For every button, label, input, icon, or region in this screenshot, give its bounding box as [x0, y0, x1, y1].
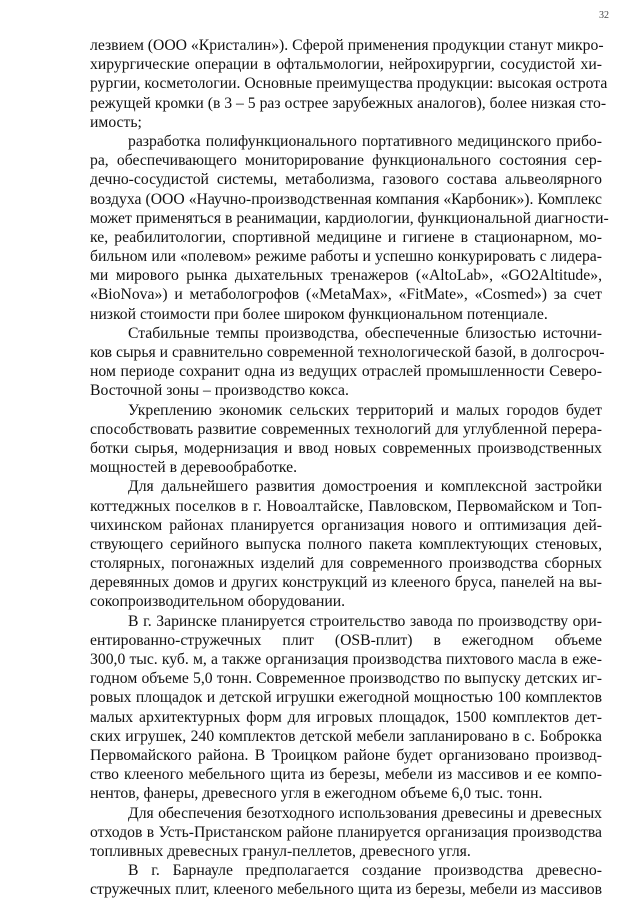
text-line: В г. Барнауле предполагается создание производства древесно- [128, 862, 602, 880]
paragraph [90, 401, 602, 478]
text-line: лезвием (ООО «Кристалин»). Сферой применения продукции станут микро- [90, 37, 604, 54]
text-line: способствовать развитие современных технологий для углубленной перера- [90, 420, 602, 438]
page-number: 32 [599, 10, 609, 21]
text-line: мощностей в деревообработке. [90, 459, 298, 477]
text-line: Для дальнейшего развития домостроения и комплексной застройки [128, 478, 602, 496]
text-line: ном периоде сохранит одна из ведущих отраслей промышленности Северо- [90, 363, 602, 381]
text-line: стружечных плит, клееного мебельного щита из березы, мебели из массивов [90, 881, 602, 899]
paragraph [90, 324, 605, 401]
paragraph [90, 477, 602, 611]
text-line: ра, обеспечивающего мониторирование функционального состояния сер- [90, 152, 602, 170]
text-line: коттеджных поселков в г. Новоалтайске, Павловском, Первомайском и Топ- [90, 497, 602, 515]
text-line: ровых площадок и детской игрушки ежегодной мощностью 100 комплектов [90, 689, 602, 707]
paragraph [90, 861, 602, 899]
paragraph [90, 804, 602, 862]
text-line: Для обеспечения безотходного использования древесины и древесных [128, 804, 602, 822]
text-line: топливных древесных гранул-пеллетов, древесного угля. [90, 842, 471, 860]
text-line: рургии, косметологии. Основные преимущества продукции: высокая острота [90, 75, 608, 93]
text-line: может применяться в реанимации, кардиологии, функциональной диагности- [90, 209, 609, 227]
text-line: малых архитектурных форм для игровых площадок, 1500 комплектов дет- [90, 708, 602, 726]
text-line: нентов, фанеры, древесного угля в ежегодном объеме 6,0 тыс. тонн. [90, 785, 543, 803]
text-line: ми мирового рынка дыхательных тренажеров («AltoLab», «GO2Altitude», [90, 267, 602, 285]
body-text [90, 36, 609, 899]
text-line: дечно-сосудистой системы, метаболизма, газового состава альвеолярного [90, 171, 602, 189]
text-line: ентированно-стружечных плит (OSB-плит) в ежегодном объеме [90, 631, 602, 649]
text-line: Укреплению экономик сельских территорий и малых городов будет [128, 401, 602, 419]
text-line: отходов в Усть-Пристанском районе планируется организация производства [90, 823, 602, 841]
text-line: годном объеме 5,0 тонн. Современное производство по выпуску детских иг- [90, 670, 602, 688]
text-line: ков сырья и сравнительно современной технологической базой, в долгосроч- [90, 344, 605, 361]
text-line: хирургические операции в офтальмологии, нейрохирургии, сосудистой хи- [90, 56, 602, 74]
text-line: 300,0 тыс. куб. м, а также организация производства пихтового масла в еже- [90, 651, 602, 668]
paragraph [90, 612, 602, 804]
text-line: низкой стоимости при более широком функциональном потенциале. [90, 305, 548, 323]
text-line: сокопроизводительном оборудовании. [90, 593, 346, 611]
text-line: бильном или «полевом» режиме работы и успешно конкурировать с лидера- [90, 248, 602, 266]
text-line: разработка полифункционального портативного медицинского прибо- [128, 132, 602, 150]
text-line: ских игрушек, 240 комплектов детской мебели запланировано в с. Боброкка [90, 727, 602, 745]
paragraph [90, 36, 608, 132]
text-line: чихинском районах планируется организация нового и оптимизация дей- [90, 516, 602, 534]
text-line: ствующего серийного выпуска полного пакета комплектующих стеновых, [90, 535, 602, 553]
text-line: воздуха (ООО «Научно-производственная компания «Карбоник»). Комплекс [90, 190, 602, 208]
text-line: деревянных домов и других конструкций из клееного бруса, панелей на вы- [90, 574, 602, 592]
text-line: режущей кромки (в 3 – 5 раз острее зарубежных аналогов), более низкая сто- [90, 94, 607, 112]
paragraph [90, 132, 609, 324]
text-line: имость; [90, 113, 142, 131]
text-line: Первомайского района. В Троицком районе будет организовано производ- [90, 746, 602, 764]
text-line: ство клееного мебельного щита из березы, мебели из массивов и ее компо- [90, 766, 602, 784]
text-line: Стабильные темпы производства, обеспеченные близостью источни- [128, 324, 602, 342]
text-line: ботки сырья, модернизация и ввод новых современных производственных [90, 439, 602, 457]
text-line: «BioNova») и метабологрофов («MetaMax», «FitMate», «Cosmed») за счет [90, 286, 602, 304]
text-line: ке, реабилитологии, спортивной медицине и гигиене в стационарном, мо- [90, 228, 602, 246]
text-line: столярных, погонажных изделий для современного производства сборных [90, 555, 602, 573]
text-line: В г. Заринске планируется строительство завода по производству ори- [128, 612, 602, 630]
text-line: Восточной зоны – производство кокса. [90, 382, 349, 400]
